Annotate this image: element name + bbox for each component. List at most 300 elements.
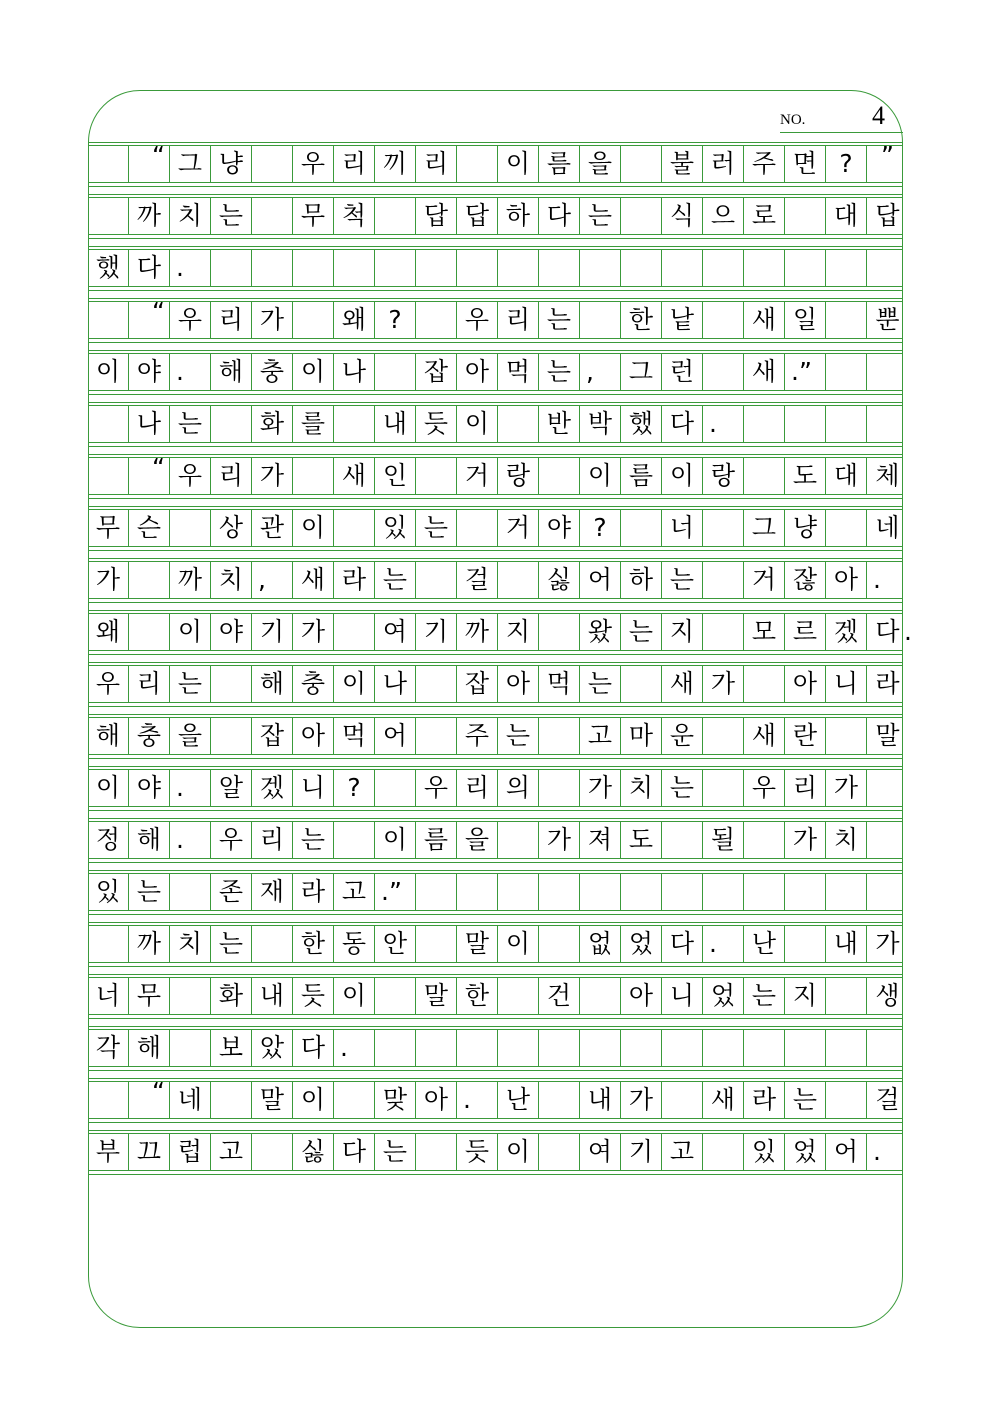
grid-line [88,862,903,863]
grid-line [88,1070,903,1071]
grid-cell [498,873,539,910]
manuscript-row [88,610,912,662]
grid-cell: 답 [416,197,457,234]
grid-cell: 고 [662,1133,703,1170]
page-number: 4 [872,101,885,130]
grid-cell: 러 [703,145,744,182]
grid-cell: 리 [211,301,252,338]
grid-cell: 다 [662,405,703,442]
grid-cell [785,197,826,234]
grid-cell [539,873,580,910]
grid-cell [539,717,580,754]
grid-cell: 아 [498,665,539,702]
grid-cell: 아 [826,561,867,598]
grid-cell: 대 [826,197,867,234]
grid-cell: 는 [170,405,211,442]
grid-line [88,442,903,443]
grid-cell: 까 [129,925,170,962]
grid-cell: 다 [334,1133,375,1170]
grid-cell: 을 [580,145,621,182]
grid-cell [662,821,703,858]
grid-cell: 도 [621,821,662,858]
grid-cell: 냥 [211,145,252,182]
grid-cell: 리 [416,145,457,182]
grid-cell [375,197,416,234]
grid-cell: 없 [580,925,621,962]
grid-cell [252,145,293,182]
grid-cell: 가 [621,1081,662,1118]
grid-line [88,966,903,967]
grid-cell: 를 [293,405,334,442]
grid-cell: 기 [252,613,293,650]
grid-cell: 충 [252,353,293,390]
grid-cell: 우 [744,769,785,806]
grid-line [88,234,903,235]
grid-cell [457,145,498,182]
grid-cell: 답 [457,197,498,234]
grid-cell: 새 [662,665,703,702]
grid-cell: 한 [621,301,662,338]
grid-cell: 다 [539,197,580,234]
grid-cell: 랑 [498,457,539,494]
grid-line [88,1130,903,1131]
grid-cell [785,873,826,910]
grid-line [88,758,903,759]
grid-cell: 그 [170,145,211,182]
grid-cell: 가 [293,613,334,650]
grid-cell: 는 [580,665,621,702]
grid-cell: 재 [252,873,293,910]
grid-cell: 았 [252,1029,293,1066]
grid-cell [416,561,457,598]
grid-cell [580,1029,621,1066]
grid-line [88,650,903,651]
grid-cell: 고 [334,873,375,910]
grid-cell: 말 [416,977,457,1014]
grid-cell: 랑 [703,457,744,494]
grid-cell: 나 [334,353,375,390]
grid-cell: 하 [621,561,662,598]
grid-cell: 우 [170,301,211,338]
grid-cell: 이 [375,821,416,858]
grid-cell: 어 [375,717,416,754]
grid-line [88,182,903,183]
grid-cell [457,873,498,910]
grid-cell: 먹 [334,717,375,754]
grid-line [88,1066,903,1067]
grid-cell: 충 [293,665,334,702]
grid-line [88,706,903,707]
grid-cell [744,405,785,442]
grid-cell: 라 [293,873,334,910]
grid-cell [334,821,375,858]
grid-cell: 생 [875,981,900,1010]
grid-cell: .” [375,873,416,910]
grid-cell: 는 [498,717,539,754]
grid-cell: 그 [621,353,662,390]
grid-cell: 아 [621,977,662,1014]
grid-cell: . [703,925,744,962]
grid-cell: 이 [662,457,703,494]
grid-cell: 화 [252,405,293,442]
manuscript-row [88,766,903,818]
grid-cell: 대 [826,457,867,494]
manuscript-row [88,298,903,350]
grid-line [88,454,903,455]
grid-cell [785,1029,826,1066]
grid-cell: 불 [662,145,703,182]
grid-cell: 치 [170,197,211,234]
grid-cell: 는 [539,353,580,390]
grid-line [88,810,903,811]
grid-line [88,194,903,195]
grid-cell: 왜 [88,613,129,650]
grid-line [88,754,903,755]
grid-cell [867,249,908,286]
grid-cell [580,301,621,338]
grid-cell: 니 [826,665,867,702]
grid-cell: 치 [170,925,211,962]
grid-cell: 뿐 [875,305,900,334]
grid-cell: 끄 [129,1133,170,1170]
grid-cell [416,665,457,702]
grid-cell: 라 [334,561,375,598]
grid-cell: 거 [498,509,539,546]
grid-line [88,186,903,187]
grid-cell: 의 [498,769,539,806]
manuscript-row [88,870,903,922]
grid-cell [703,301,744,338]
grid-cell: 는 [416,509,457,546]
grid-cell: 왔 [580,613,621,650]
grid-cell [580,873,621,910]
grid-cell: 걸 [457,561,498,598]
grid-cell: 야 [539,509,580,546]
grid-cell: 이 [457,405,498,442]
grid-cell: 거 [457,457,498,494]
grid-cell: 새 [293,561,334,598]
grid-cell [457,509,498,546]
grid-cell [539,769,580,806]
grid-cell: 나 [129,405,170,442]
grid-cell: 어 [580,561,621,598]
grid-cell [580,249,621,286]
grid-cell [498,405,539,442]
grid-cell [211,405,252,442]
grid-cell: 무 [293,197,334,234]
grid-cell: 기 [416,613,457,650]
grid-cell: 이 [334,665,375,702]
manuscript-row [88,922,903,974]
grid-line [88,914,903,915]
grid-cell: 정 [88,821,129,858]
grid-cell: 동 [334,925,375,962]
grid-cell: 새 [703,1081,744,1118]
grid-cell: 듯 [416,405,457,442]
grid-cell: 기 [621,1133,662,1170]
grid-cell: 될 [703,821,744,858]
grid-cell: 져 [580,821,621,858]
grid-cell: 아 [457,353,498,390]
grid-cell: 주 [457,717,498,754]
grid-cell: , [580,353,621,390]
grid-cell: 여 [580,1133,621,1170]
grid-cell: 무 [88,509,129,546]
grid-cell: 는 [211,197,252,234]
grid-cell: 거 [744,561,785,598]
grid-cell: ” [881,141,894,170]
grid-cell [539,613,580,650]
grid-cell: 런 [662,353,703,390]
grid-cell [416,301,457,338]
grid-cell [539,1133,580,1170]
grid-cell: 름 [621,457,662,494]
grid-cell: 안 [375,925,416,962]
grid-cell [744,249,785,286]
grid-cell [867,405,908,442]
grid-cell [867,769,908,806]
grid-cell: 이 [580,457,621,494]
grid-cell: . [170,249,211,286]
grid-line [88,1026,903,1027]
grid-cell: 내 [252,977,293,1014]
grid-cell: 말 [252,1081,293,1118]
grid-cell: . [873,1137,881,1166]
grid-cell: 했 [88,249,129,286]
grid-cell: 잖 [785,561,826,598]
grid-cell: 니 [293,769,334,806]
manuscript-row [88,246,903,298]
grid-cell: .” [785,353,826,390]
grid-cell: 말 [457,925,498,962]
grid-cell [88,405,129,442]
grid-cell: 우 [211,821,252,858]
grid-cell: 다 [875,617,900,646]
grid-cell [703,873,744,910]
grid-cell [334,249,375,286]
grid-line [88,818,903,819]
grid-line [88,298,903,299]
grid-cell: 해 [211,353,252,390]
grid-cell [170,1029,211,1066]
grid-cell: . [873,565,881,594]
grid-cell: 까 [457,613,498,650]
grid-line [88,1014,903,1015]
grid-cell [662,873,703,910]
grid-cell: 이 [88,353,129,390]
grid-cell: 너 [662,509,703,546]
grid-cell: 리 [785,769,826,806]
grid-cell [826,353,867,390]
grid-cell: 보 [211,1029,252,1066]
grid-cell: 무 [129,977,170,1014]
grid-cell: ? [826,145,867,182]
grid-cell: . [703,405,744,442]
grid-cell: 일 [785,301,826,338]
grid-line [88,662,903,663]
grid-line [88,142,903,143]
grid-cell [170,873,211,910]
grid-cell: 다 [662,925,703,962]
grid-cell [416,717,457,754]
grid-cell [867,353,908,390]
grid-cell: 답 [875,201,900,230]
grid-line [88,1170,903,1171]
grid-cell [293,249,334,286]
grid-cell: 치 [211,561,252,598]
grid-line [88,394,903,395]
grid-cell [88,301,129,338]
grid-cell [662,1029,703,1066]
grid-cell: 는 [375,561,416,598]
grid-cell: 리 [334,145,375,182]
grid-cell: 충 [129,717,170,754]
manuscript-row [88,142,903,194]
grid-cell: 다 [129,249,170,286]
grid-cell: 겠 [826,613,867,650]
grid-cell [416,873,457,910]
manuscript-row [88,1026,903,1078]
grid-cell: 아 [293,717,334,754]
grid-cell [252,197,293,234]
grid-cell: 한 [293,925,334,962]
grid-cell [539,457,580,494]
grid-cell: 모 [744,613,785,650]
grid-cell: 잡 [252,717,293,754]
grid-cell: 가 [580,769,621,806]
grid-line [88,962,903,963]
grid-cell [785,405,826,442]
grid-cell: 내 [580,1081,621,1118]
grid-cell: 아 [785,665,826,702]
manuscript-row [88,1130,903,1182]
grid-cell [334,509,375,546]
grid-cell: 척 [334,197,375,234]
grid-cell: 을 [170,717,211,754]
grid-cell: 는 [662,769,703,806]
grid-cell [498,561,539,598]
grid-line [88,494,903,495]
grid-cell: 있 [744,1133,785,1170]
grid-line [88,654,903,655]
manuscript-row [88,974,903,1026]
grid-cell [621,873,662,910]
grid-cell: 식 [662,197,703,234]
grid-cell: 지 [785,977,826,1014]
page-number-label: NO. [780,112,806,128]
manuscript-row [88,506,903,558]
grid-cell: 듯 [293,977,334,1014]
grid-cell: 주 [744,145,785,182]
grid-cell [88,197,129,234]
grid-cell [416,925,457,962]
grid-cell: 이 [498,925,539,962]
grid-cell: 나 [375,665,416,702]
manuscript-row [88,818,903,870]
grid-cell: . [170,769,211,806]
grid-cell: “ [129,145,170,182]
grid-cell: 너 [88,977,129,1014]
grid-cell [252,1133,293,1170]
manuscript-row [88,194,903,246]
grid-line [88,246,903,247]
grid-cell: 이 [498,145,539,182]
grid-line [88,350,903,351]
grid-cell [416,1029,457,1066]
grid-line [88,714,903,715]
grid-line [88,338,903,339]
grid-cell: 까 [129,197,170,234]
grid-cell: 우 [88,665,129,702]
grid-cell [88,1081,129,1118]
grid-cell [498,977,539,1014]
grid-cell: “ [129,1081,170,1118]
grid-cell [88,457,129,494]
grid-cell: 말 [875,721,900,750]
grid-cell: 존 [211,873,252,910]
margin-punctuation: . [904,617,912,646]
grid-cell: 잡 [457,665,498,702]
grid-cell: 듯 [457,1133,498,1170]
grid-line [88,922,903,923]
grid-cell [867,821,908,858]
grid-cell: 했 [621,405,662,442]
grid-cell [457,1029,498,1066]
grid-cell: 가 [252,301,293,338]
grid-line [88,1118,903,1119]
grid-line [88,546,903,547]
grid-cell [498,249,539,286]
grid-cell: 고 [580,717,621,754]
grid-cell: ? [375,301,416,338]
grid-cell: 라 [744,1081,785,1118]
grid-cell [416,1133,457,1170]
grid-cell: 우 [170,457,211,494]
grid-cell: 한 [457,977,498,1014]
grid-cell [744,873,785,910]
grid-cell: 내 [375,405,416,442]
grid-cell: 라 [875,669,900,698]
grid-line [88,1078,903,1079]
grid-cell: 는 [785,1081,826,1118]
grid-cell [416,249,457,286]
grid-cell: 가 [88,561,129,598]
grid-cell [375,353,416,390]
grid-cell: 맞 [375,1081,416,1118]
grid-cell: 을 [457,821,498,858]
grid-cell: 리 [211,457,252,494]
grid-cell: 는 [744,977,785,1014]
grid-cell: 난 [744,925,785,962]
grid-cell [826,405,867,442]
grid-cell: 슨 [129,509,170,546]
grid-cell: 낱 [662,301,703,338]
grid-cell: 우 [416,769,457,806]
grid-line [88,290,903,291]
grid-cell: 난 [498,1081,539,1118]
grid-cell: 우 [457,301,498,338]
grid-line [88,1122,903,1123]
grid-cell: 싫 [539,561,580,598]
grid-cell: 리 [129,665,170,702]
grid-cell: 니 [662,977,703,1014]
grid-cell [826,717,867,754]
grid-line [88,402,903,403]
manuscript-row [88,402,903,454]
grid-cell: 해 [252,665,293,702]
grid-cell [621,145,662,182]
grid-cell [375,977,416,1014]
